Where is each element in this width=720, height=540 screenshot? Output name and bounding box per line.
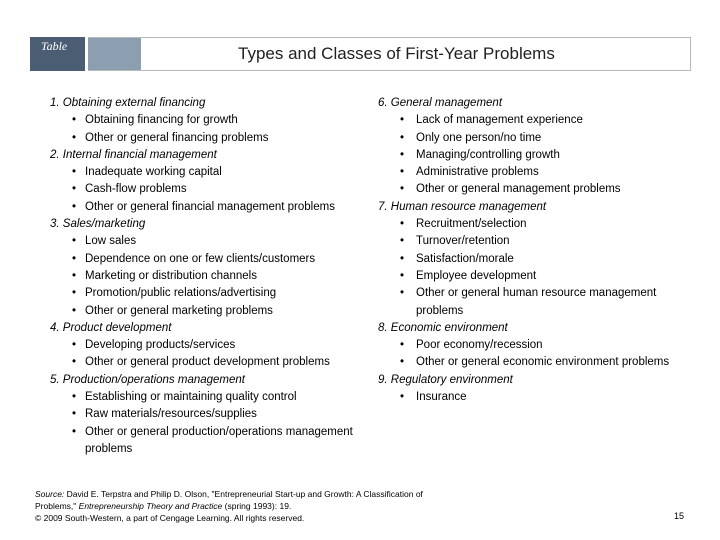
section-list xyxy=(378,216,678,320)
section-heading: 7. Human resource management xyxy=(378,200,547,213)
section-list xyxy=(50,389,370,458)
section-list xyxy=(50,233,370,319)
section-list xyxy=(50,337,370,372)
list-item: • Insurance xyxy=(378,389,678,406)
list-item: • Only one person/no time xyxy=(378,130,678,147)
copyright: © 2009 South-Western, a part of Cengage Learning. All rights reserved. xyxy=(35,513,305,523)
section-heading: 8. Economic environment xyxy=(378,321,508,334)
page-title: Types and Classes of First-Year Problems xyxy=(238,44,555,63)
section-heading: 4. Product development xyxy=(50,321,172,334)
section-list xyxy=(50,112,370,147)
source-body: David E. Terpstra and Philip D. Olson, "Entrepreneurial Start-up and Growth: A Classification of Problems," xyxy=(35,489,423,511)
source-text-line xyxy=(35,488,425,512)
list-item: • Satisfaction/morale xyxy=(378,251,678,268)
list-item: • Turnover/retention xyxy=(378,233,678,250)
section-heading: 9. Regulatory environment xyxy=(378,373,513,386)
table-tag-label: Table xyxy=(41,39,68,53)
list-item: • Lack of management experience xyxy=(378,112,678,129)
list-item: • Other or general human resource management problems xyxy=(378,285,678,320)
list-item: • Poor economy/recession xyxy=(378,337,678,354)
section-list xyxy=(378,389,678,406)
list-item: • Establishing or maintaining quality control xyxy=(50,389,370,406)
section-list xyxy=(50,164,370,216)
list-item: • Promotion/public relations/advertising xyxy=(50,285,370,302)
page-number: 15 xyxy=(674,511,685,521)
list-item: • Administrative problems xyxy=(378,164,678,181)
section-heading: 1. Obtaining external financing xyxy=(50,97,206,109)
section-heading: 5. Production/operations management xyxy=(50,373,245,386)
section-heading: 6. General management xyxy=(378,97,503,109)
list-item: • Other or general production/operations management problems xyxy=(50,424,370,459)
list-item: • Other or general product development problems xyxy=(50,354,370,371)
list-item: • Marketing or distribution channels xyxy=(50,268,370,285)
section-list xyxy=(378,112,678,198)
source-journal: Entrepreneurship Theory and Practice xyxy=(78,501,223,511)
list-item: • Other or general financial management problems xyxy=(50,199,370,216)
list-item: • Other or general marketing problems xyxy=(50,303,370,320)
source-citation xyxy=(35,488,425,524)
source-end: (spring 1993): 19. xyxy=(222,501,292,511)
list-item: • Other or general financing problems xyxy=(50,130,370,147)
list-item: • Managing/controlling growth xyxy=(378,147,678,164)
list-item: • Obtaining financing for growth xyxy=(50,112,370,129)
list-item: • Other or general economic environment problems xyxy=(378,354,678,371)
title-swatch xyxy=(88,38,141,70)
right-column xyxy=(378,95,678,406)
list-item: • Recruitment/selection xyxy=(378,216,678,233)
list-item: • Employee development xyxy=(378,268,678,285)
section-heading: 3. Sales/marketing xyxy=(50,218,146,231)
list-item: • Cash-flow problems xyxy=(50,181,370,198)
source-label: Source: xyxy=(35,489,65,499)
list-item: • Dependence on one or few clients/customers xyxy=(50,251,370,268)
list-item: • Raw materials/resources/supplies xyxy=(50,406,370,423)
section-list xyxy=(378,337,678,372)
list-item: • Other or general management problems xyxy=(378,181,678,198)
list-item: • Low sales xyxy=(50,233,370,250)
section-heading: 2. Internal financial management xyxy=(50,148,217,161)
left-column xyxy=(50,95,370,458)
list-item: • Developing products/services xyxy=(50,337,370,354)
list-item: • Inadequate working capital xyxy=(50,164,370,181)
